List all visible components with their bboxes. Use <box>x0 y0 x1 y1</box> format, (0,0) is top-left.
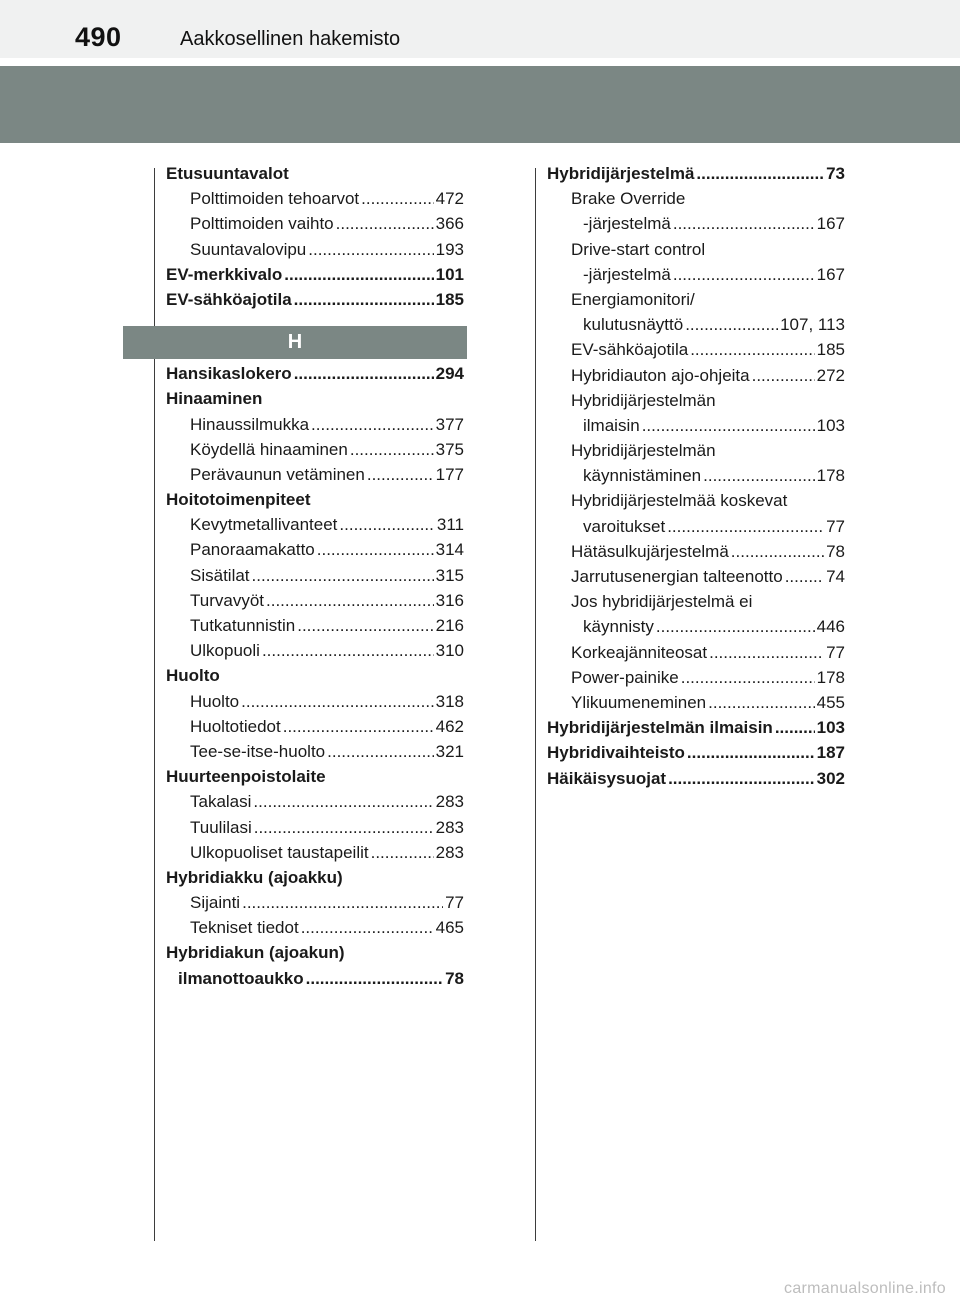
entry-label: Hybridijärjestelmän <box>571 390 716 410</box>
entry-label: käynnistäminen <box>583 466 702 486</box>
entry-page-number[interactable]: 314 <box>435 540 464 560</box>
entry-page-number[interactable]: 193 <box>435 239 464 259</box>
index-entry <box>547 690 845 715</box>
dot-leader <box>294 361 434 386</box>
entry-label: Sisätilat <box>190 565 250 585</box>
index-entry <box>547 589 845 614</box>
index-entry <box>166 714 464 739</box>
entry-label: Hybridiakun (ajoakun) <box>166 943 345 963</box>
dot-leader <box>284 262 433 287</box>
index-entry <box>547 363 845 388</box>
index-entry <box>547 488 845 513</box>
entry-page-number[interactable]: 465 <box>435 918 464 938</box>
index-entry <box>166 412 464 437</box>
index-entry <box>166 966 464 991</box>
entry-label: -järjestelmä <box>583 214 671 234</box>
dot-leader <box>681 665 815 690</box>
entry-label: Hätäsulkujärjestelmä <box>571 541 729 561</box>
entry-page-number[interactable]: 77 <box>826 642 845 662</box>
entry-page-number[interactable]: 315 <box>435 565 464 585</box>
entry-label: Polttimoiden tehoarvot <box>190 189 360 209</box>
entry-page-number[interactable]: 283 <box>435 792 464 812</box>
entry-page-number[interactable]: 272 <box>816 365 845 385</box>
entry-label: ilmaisin <box>583 415 640 435</box>
index-entry <box>166 815 464 840</box>
entry-label: Tekniset tiedot <box>190 918 299 938</box>
header-banner <box>0 66 960 143</box>
dot-leader <box>294 287 434 312</box>
dot-leader <box>731 539 824 564</box>
dot-leader <box>668 766 815 791</box>
index-entry <box>547 262 845 287</box>
dot-leader <box>266 588 434 613</box>
entry-label: Brake Override <box>571 189 686 209</box>
entry-page-number[interactable]: 377 <box>435 414 464 434</box>
index-entry <box>547 715 845 740</box>
index-group-e <box>166 161 464 312</box>
dot-leader <box>667 514 824 539</box>
dot-leader <box>752 363 815 388</box>
entry-label: Hinaaminen <box>166 389 263 409</box>
entry-label: kulutusnäyttö <box>583 315 684 335</box>
index-entry <box>166 237 464 262</box>
entry-page-number[interactable]: 321 <box>435 741 464 761</box>
index-entry <box>166 487 464 512</box>
index-column-left <box>166 161 464 991</box>
index-entry <box>547 413 845 438</box>
entry-label: Ulkopuoliset taustapeilit <box>190 842 369 862</box>
dot-leader <box>642 413 815 438</box>
index-entry <box>547 211 845 236</box>
index-entry <box>166 361 464 386</box>
dot-leader <box>350 437 434 462</box>
dot-leader <box>254 815 434 840</box>
index-entry <box>547 539 845 564</box>
dot-leader <box>775 715 815 740</box>
dot-leader <box>301 915 434 940</box>
entry-label: Tee-se-itse-huolto <box>190 741 326 761</box>
entry-page-number[interactable]: 185 <box>435 289 464 309</box>
entry-label: Huolto <box>166 666 220 686</box>
entry-label: Tutkatunnistin <box>190 616 296 635</box>
dot-leader <box>708 690 814 715</box>
index-entry <box>166 563 464 588</box>
entry-label: Jos hybridijärjestelmä ei <box>571 592 753 612</box>
entry-label: Perävaunun vetäminen <box>190 464 365 484</box>
index-entry <box>547 438 845 463</box>
entry-page-number[interactable]: 101 <box>435 264 464 284</box>
dot-leader <box>696 161 824 186</box>
index-entry <box>547 564 845 589</box>
index-entry <box>547 740 845 765</box>
entry-label: Ulkopuoli <box>190 641 260 661</box>
index-entry <box>547 337 845 362</box>
index-entry <box>166 840 464 865</box>
index-entry <box>166 613 464 638</box>
entry-label: Hybridijärjestelmän ilmaisin <box>547 718 773 738</box>
index-entry <box>166 262 464 287</box>
entry-page-number[interactable]: 78 <box>826 541 845 561</box>
entry-label: Hansikaslokero <box>166 364 292 384</box>
entry-page-number[interactable]: 311 <box>436 515 464 535</box>
entry-label: Polttimoiden vaihto <box>190 214 334 234</box>
column-rule-middle <box>535 168 536 1241</box>
entry-label: Suuntavalovipu <box>190 239 307 259</box>
entry-page-number[interactable]: 366 <box>435 214 464 234</box>
entry-page-number[interactable]: 302 <box>816 768 845 788</box>
index-entry <box>166 437 464 462</box>
dot-leader <box>673 262 815 287</box>
entry-label: käynnisty <box>583 617 654 637</box>
entry-label: Tuulilasi <box>190 817 252 837</box>
index-entry <box>166 386 464 411</box>
entry-page-number[interactable]: 318 <box>435 691 464 711</box>
index-entry <box>166 789 464 814</box>
index-entry <box>166 588 464 613</box>
index-entry <box>166 512 464 537</box>
entry-label: Hybridijärjestelmää koskevat <box>571 491 788 511</box>
entry-page-number[interactable]: 455 <box>816 692 845 712</box>
index-entry <box>547 312 845 337</box>
entry-label: Häikäisysuojat <box>547 768 667 788</box>
index-entry <box>547 640 845 665</box>
entry-label: Kevytmetallivanteet <box>190 515 338 535</box>
entry-page-number[interactable]: 185 <box>816 340 845 360</box>
entry-label: EV-merkkivalo <box>166 264 283 284</box>
entry-label: Panoraamakatto <box>190 540 315 560</box>
index-entry <box>166 287 464 312</box>
entry-label: Hybridijärjestelmän <box>571 441 716 461</box>
index-entry <box>166 915 464 940</box>
entry-page-number[interactable]: 77 <box>826 516 845 536</box>
entry-label: Hinaussilmukka <box>190 414 310 434</box>
entry-page-number[interactable]: 375 <box>435 439 464 459</box>
index-entry <box>166 890 464 915</box>
entry-page-number[interactable]: 294 <box>435 364 464 384</box>
dot-leader <box>311 412 434 437</box>
watermark: carmanualsonline.info <box>784 1280 946 1297</box>
dot-leader <box>242 890 443 915</box>
index-entry <box>166 865 464 890</box>
dot-leader <box>262 638 434 663</box>
entry-label: Huolto <box>190 691 240 711</box>
index-group-hybrid <box>547 161 845 791</box>
index-entry <box>166 462 464 487</box>
entry-label: EV-sähköajotila <box>571 340 689 360</box>
entry-page-number[interactable]: 103 <box>816 718 845 738</box>
dot-leader <box>339 512 434 537</box>
dot-leader <box>252 563 434 588</box>
dot-leader <box>709 640 824 665</box>
entry-page-number[interactable]: 216 <box>435 616 464 635</box>
entry-page-number[interactable]: 107, 113 <box>780 315 845 335</box>
dot-leader <box>361 186 433 211</box>
index-entry <box>166 537 464 562</box>
entry-label: Köydellä hinaaminen <box>190 439 348 459</box>
dot-leader <box>297 613 433 638</box>
dot-leader <box>308 237 433 262</box>
index-entry <box>166 663 464 688</box>
index-entry <box>547 186 845 211</box>
index-entry <box>547 463 845 488</box>
dot-leader <box>656 614 815 639</box>
index-entry <box>166 211 464 236</box>
entry-page-number[interactable]: 178 <box>816 466 845 486</box>
entry-page-number[interactable]: 446 <box>816 617 845 637</box>
index-entry <box>547 388 845 413</box>
dot-leader <box>327 739 434 764</box>
dot-leader <box>306 966 443 991</box>
entry-label: EV-sähköajotila <box>166 289 292 309</box>
entry-page-number[interactable]: 167 <box>816 264 845 284</box>
entry-page-number[interactable]: 177 <box>435 464 464 484</box>
entry-page-number[interactable]: 283 <box>435 842 464 862</box>
dot-leader <box>673 211 815 236</box>
index-entry <box>166 940 464 965</box>
entry-page-number[interactable]: 316 <box>435 590 464 610</box>
entry-label: Hybridiauton ajo-ohjeita <box>571 365 750 385</box>
dot-leader <box>367 462 434 487</box>
dot-leader <box>283 714 434 739</box>
section-title: Aakkosellinen hakemisto <box>180 28 401 50</box>
entry-page-number[interactable]: 73 <box>826 164 845 183</box>
index-entry <box>547 766 845 791</box>
entry-label: varoitukset <box>583 516 666 536</box>
dot-leader <box>241 689 433 714</box>
entry-page-number[interactable]: 78 <box>445 968 464 988</box>
entry-page-number[interactable]: 167 <box>816 214 845 234</box>
entry-label: ilmanottoaukko <box>178 968 304 988</box>
dot-leader <box>785 564 824 589</box>
header-strip <box>0 0 960 58</box>
entry-page-number[interactable]: 178 <box>816 667 845 687</box>
index-column-right <box>547 161 845 791</box>
index-entry <box>166 186 464 211</box>
index-entry <box>166 764 464 789</box>
index-entry <box>547 161 845 186</box>
entry-label: Huurteenpoistolaite <box>166 767 326 787</box>
dot-leader <box>690 337 814 362</box>
entry-page-number[interactable]: 472 <box>435 189 464 209</box>
index-entry <box>166 161 464 186</box>
index-entry <box>547 614 845 639</box>
entry-label: Sijainti <box>190 893 241 913</box>
index-entry <box>547 287 845 312</box>
entry-page-number[interactable]: 462 <box>435 716 464 736</box>
index-entry <box>166 638 464 663</box>
entry-label: Hoitotoimenpiteet <box>166 490 311 510</box>
entry-page-number[interactable]: 187 <box>816 743 845 763</box>
dot-leader <box>703 463 815 488</box>
entry-label: Turvavyöt <box>190 590 265 610</box>
dot-leader <box>687 740 815 765</box>
entry-label: Hybridiakku (ajoakku) <box>166 867 343 887</box>
entry-label: -järjestelmä <box>583 264 671 284</box>
page-number: 490 <box>75 22 122 52</box>
entry-label: Ylikuumeneminen <box>571 692 707 712</box>
entry-label: Energiamonitori/ <box>571 289 695 309</box>
entry-label: Hybridijärjestelmä <box>547 164 695 183</box>
entry-label: Takalasi <box>190 792 252 812</box>
index-entry <box>166 739 464 764</box>
entry-page-number[interactable]: 74 <box>826 567 845 586</box>
index-entry <box>547 514 845 539</box>
dot-leader <box>371 840 434 865</box>
letter-heading-h: H <box>123 326 467 359</box>
dot-leader <box>253 789 433 814</box>
entry-page-number[interactable]: 103 <box>816 415 845 435</box>
index-entry <box>166 689 464 714</box>
index-group-h <box>166 361 464 991</box>
dot-leader <box>685 312 778 337</box>
entry-page-number[interactable]: 283 <box>435 817 464 837</box>
entry-label: Korkeajänniteosat <box>571 642 708 662</box>
entry-label: Etusuuntavalot <box>166 164 289 183</box>
dot-leader <box>317 537 434 562</box>
index-entry <box>547 665 845 690</box>
entry-label: Jarrutusenergian talteenotto <box>571 567 783 586</box>
dot-leader <box>336 211 434 236</box>
index-entry <box>547 237 845 262</box>
entry-label: Hybridivaihteisto <box>547 743 685 763</box>
entry-label: Power-painike <box>571 667 679 687</box>
entry-page-number[interactable]: 310 <box>435 641 464 661</box>
entry-label: Huoltotiedot <box>190 716 281 736</box>
entry-label: Drive-start control <box>571 239 706 259</box>
entry-page-number[interactable]: 77 <box>445 893 464 913</box>
